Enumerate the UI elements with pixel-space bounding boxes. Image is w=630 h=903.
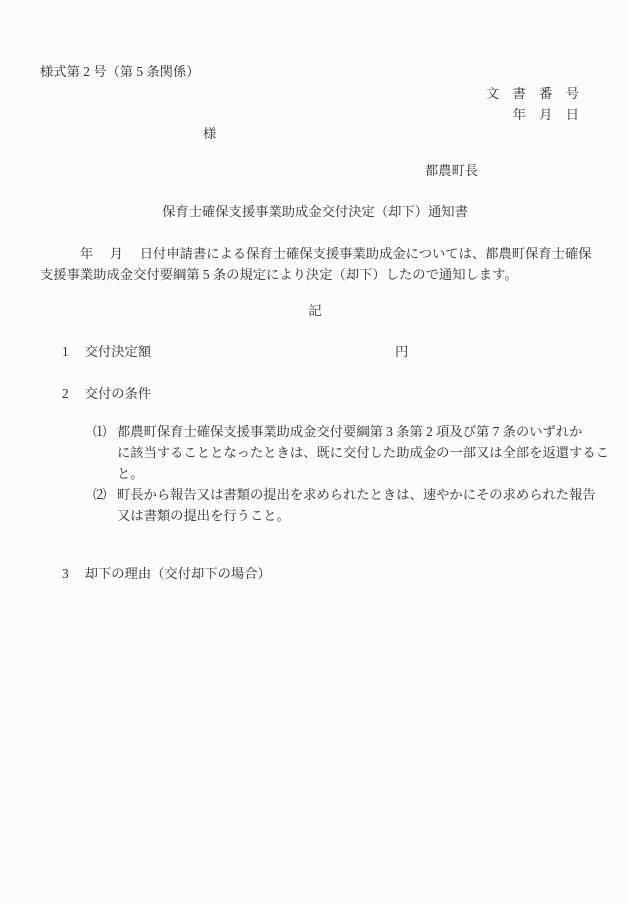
section-2-heading	[62, 386, 151, 402]
body-paragraph-line-2: 支援事業助成金交付要綱第 5 条の規定により決定（却下）したので通知します。	[40, 267, 518, 282]
condition-2-line-1: 町長から報告又は書類の提出を求められたときは、速やかにその求められた報告	[117, 487, 596, 502]
doc-number-label: 文 書 番 号	[485, 86, 579, 101]
condition-1-line-1: 都農町保育士確保支援事業助成金交付要綱第 3 条第 2 項及び第 7 条のいずれか	[117, 424, 583, 439]
condition-2-marker: ⑵	[93, 487, 107, 502]
section-1-number: 1	[62, 344, 69, 359]
addressee-honorific: 様	[203, 126, 217, 141]
ki-marker: 記	[308, 303, 322, 318]
condition-1-line-2: に該当することとなったときは、既に交付した助成金の一部又は全部を返還するこ	[117, 445, 609, 460]
amount-unit-label: 円	[395, 344, 409, 359]
section-3-heading	[62, 566, 271, 582]
body-paragraph-line-1: 年 月 日付申請書による保育士確保支援事業助成金については、都農町保育士確保	[40, 246, 592, 261]
condition-2-line-2: 又は書類の提出を行うこと。	[117, 508, 290, 523]
condition-1-line-3: と。	[117, 466, 144, 481]
date-line: 年 月 日	[512, 107, 579, 122]
sender-name: 都農町長	[425, 163, 479, 178]
section-2-number: 2	[62, 386, 69, 401]
form-number: 様式第 2 号（第 5 条関係）	[40, 64, 200, 79]
document-title: 保育士確保支援事業助成金交付決定（却下）通知書	[162, 204, 468, 219]
section-3-number: 3	[62, 566, 69, 581]
section-2-label: 交付の条件	[84, 386, 152, 401]
section-3-label: 却下の理由（交付却下の場合）	[84, 566, 271, 581]
condition-1-marker: ⑴	[93, 424, 107, 439]
section-1-label: 交付決定額	[84, 344, 152, 359]
section-1-heading	[62, 344, 151, 360]
